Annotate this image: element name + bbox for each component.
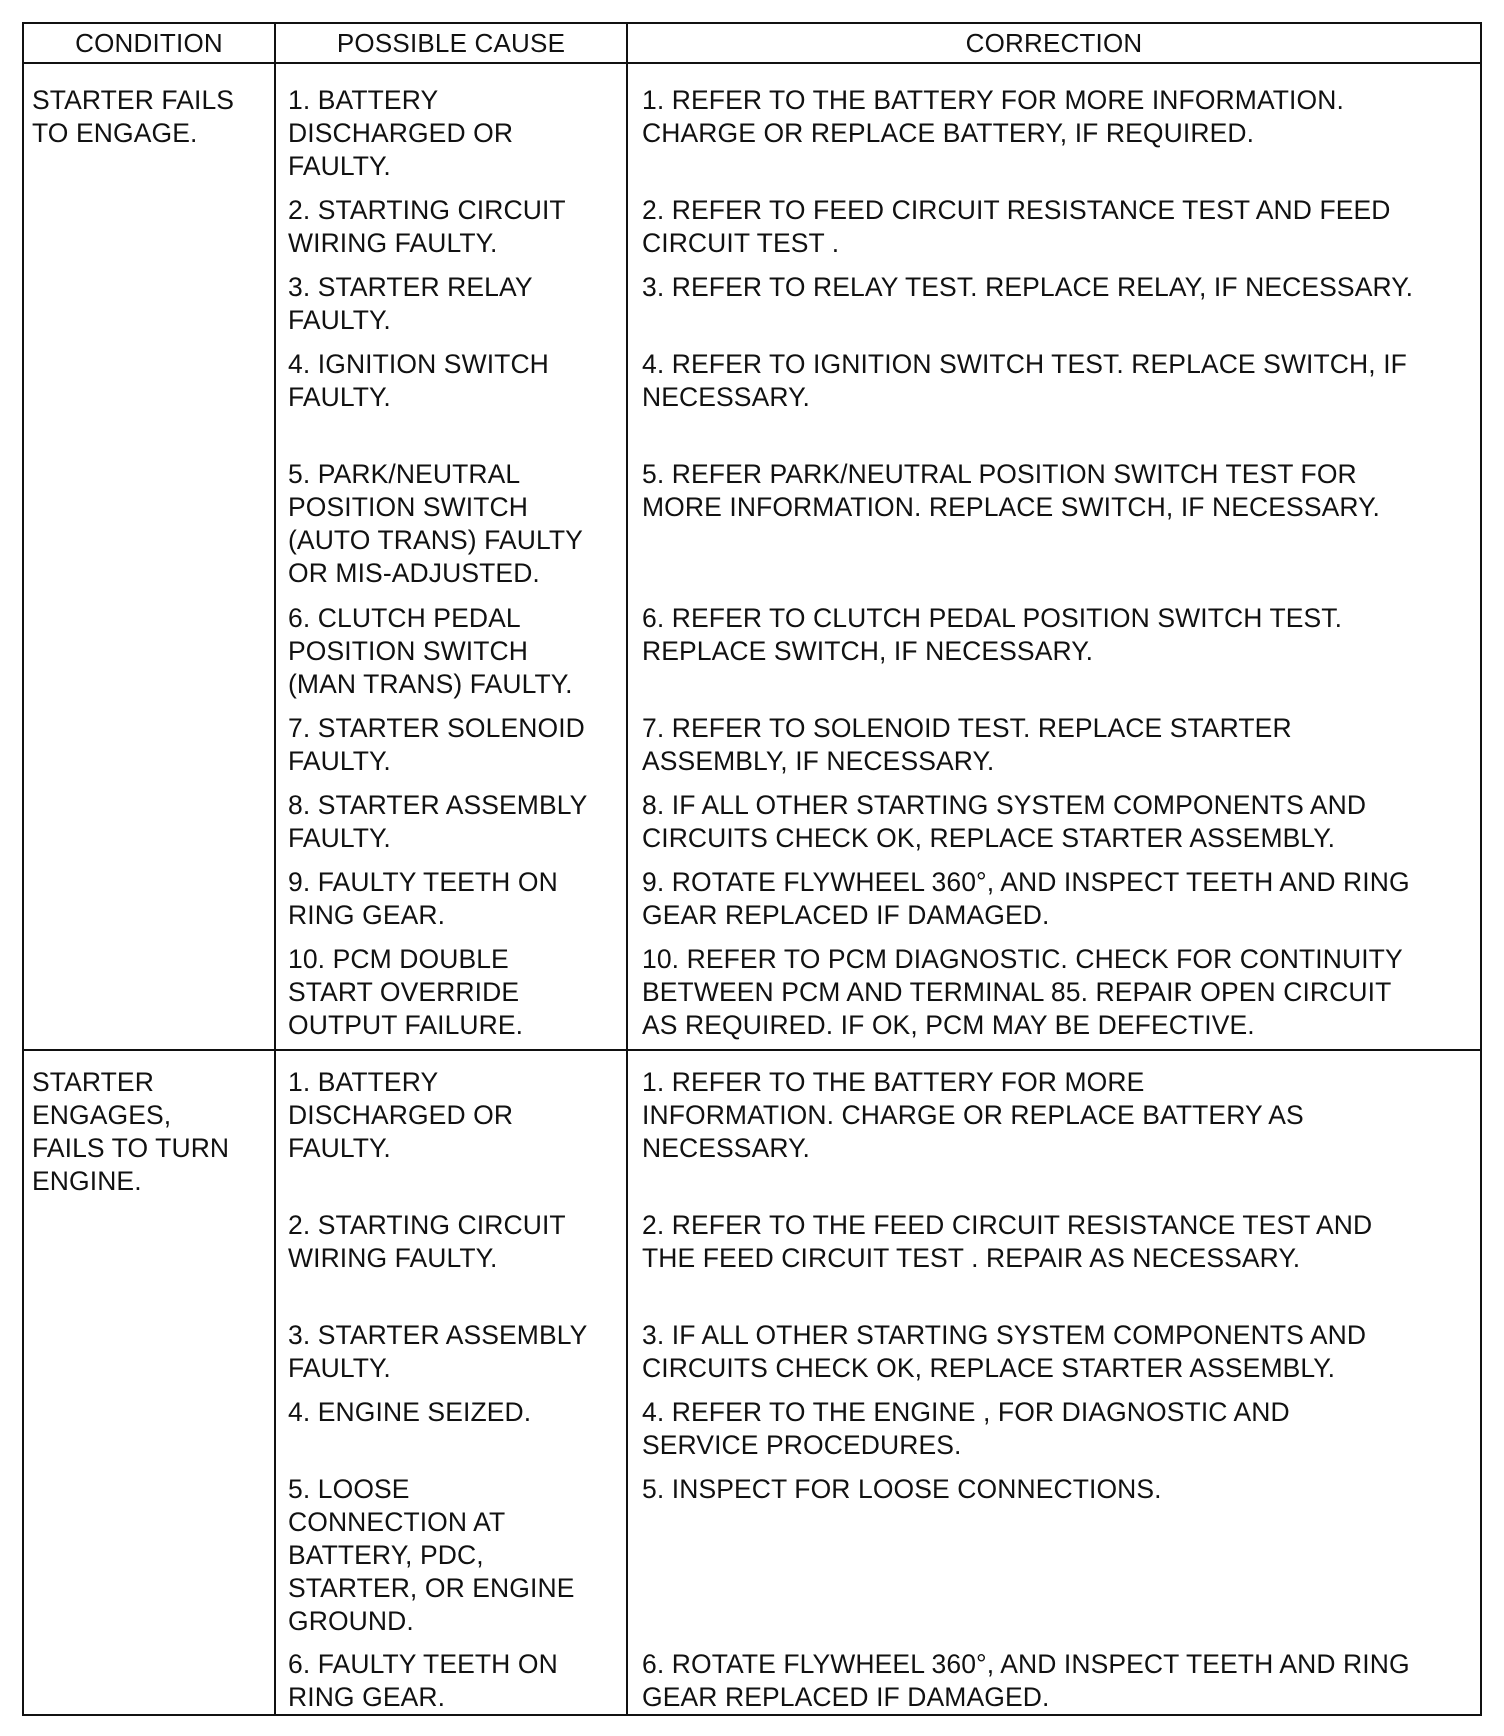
- cause-cell: 7. STARTER SOLENOID FAULTY.: [288, 713, 585, 776]
- cause-cell: 1. BATTERY DISCHARGED OR FAULTY.: [288, 1067, 514, 1163]
- cause-cell: 4. IGNITION SWITCH FAULTY.: [288, 349, 549, 412]
- correction-cell: 2. REFER TO FEED CIRCUIT RESISTANCE TEST AND FEED CIRCUIT TEST .: [642, 195, 1391, 258]
- condition-cell: STARTER FAILS TO ENGAGE.: [32, 85, 235, 148]
- correction-cell: 3. REFER TO RELAY TEST. REPLACE RELAY, IF NECESSARY.: [642, 272, 1414, 302]
- header-possible-cause: POSSIBLE CAUSE: [336, 28, 566, 58]
- cause-cell: 3. STARTER RELAY FAULTY.: [288, 272, 533, 335]
- cause-cell: 6. CLUTCH PEDAL POSITION SWITCH (MAN TRANS) FAULTY.: [288, 603, 573, 699]
- cause-cell: 1. BATTERY DISCHARGED OR FAULTY.: [288, 85, 514, 181]
- correction-cell: 4. REFER TO IGNITION SWITCH TEST. REPLACE SWITCH, IF NECESSARY.: [642, 349, 1407, 412]
- correction-cell: 1. REFER TO THE BATTERY FOR MORE INFORMATION. CHARGE OR REPLACE BATTERY AS NECESSARY.: [642, 1067, 1304, 1163]
- cause-cell: 2. STARTING CIRCUIT WIRING FAULTY.: [288, 195, 566, 258]
- cause-cell: 8. STARTER ASSEMBLY FAULTY.: [288, 790, 588, 853]
- correction-cell: 3. IF ALL OTHER STARTING SYSTEM COMPONENTS AND CIRCUITS CHECK OK, REPLACE STARTER ASSEMBLY.: [642, 1320, 1367, 1383]
- header-correction: CORRECTION: [965, 28, 1143, 58]
- header-condition: CONDITION: [75, 28, 223, 58]
- column-divider: [626, 24, 628, 1714]
- cause-cell: 5. PARK/NEUTRAL POSITION SWITCH (AUTO TRANS) FAULTY OR MIS-ADJUSTED.: [288, 459, 583, 588]
- condition-cell: STARTER ENGAGES, FAILS TO TURN ENGINE.: [32, 1067, 230, 1196]
- correction-cell: 6. ROTATE FLYWHEEL 360°, AND INSPECT TEETH AND RING GEAR REPLACED IF DAMAGED.: [642, 1649, 1410, 1712]
- header-divider: [24, 62, 1480, 64]
- cause-cell: 10. PCM DOUBLE START OVERRIDE OUTPUT FAILURE.: [288, 944, 524, 1040]
- correction-cell: 4. REFER TO THE ENGINE , FOR DIAGNOSTIC AND SERVICE PROCEDURES.: [642, 1397, 1290, 1460]
- cause-cell: 9. FAULTY TEETH ON RING GEAR.: [288, 867, 558, 930]
- correction-cell: 1. REFER TO THE BATTERY FOR MORE INFORMATION. CHARGE OR REPLACE BATTERY, IF REQUIRED.: [642, 85, 1344, 148]
- cause-cell: 2. STARTING CIRCUIT WIRING FAULTY.: [288, 1210, 566, 1273]
- correction-cell: 8. IF ALL OTHER STARTING SYSTEM COMPONENTS AND CIRCUITS CHECK OK, REPLACE STARTER ASSEMBLY.: [642, 790, 1367, 853]
- cause-cell: 6. FAULTY TEETH ON RING GEAR.: [288, 1649, 558, 1712]
- cause-cell: 5. LOOSE CONNECTION AT BATTERY, PDC, STARTER, OR ENGINE GROUND.: [288, 1474, 575, 1636]
- cause-cell: 4. ENGINE SEIZED.: [288, 1397, 532, 1427]
- correction-cell: 2. REFER TO THE FEED CIRCUIT RESISTANCE TEST AND THE FEED CIRCUIT TEST . REPAIR AS NECESSARY.: [642, 1210, 1373, 1273]
- correction-cell: 9. ROTATE FLYWHEEL 360°, AND INSPECT TEETH AND RING GEAR REPLACED IF DAMAGED.: [642, 867, 1410, 930]
- column-divider: [274, 24, 276, 1714]
- correction-cell: 6. REFER TO CLUTCH PEDAL POSITION SWITCH TEST. REPLACE SWITCH, IF NECESSARY.: [642, 603, 1343, 666]
- correction-cell: 10. REFER TO PCM DIAGNOSTIC. CHECK FOR CONTINUITY BETWEEN PCM AND TERMINAL 85. REPAIR OPEN CIRCUIT AS REQUIRED. IF OK, PCM MAY BE DEFECTIVE.: [642, 944, 1403, 1040]
- section-divider: [24, 1049, 1480, 1051]
- diagnosis-table: [22, 22, 1482, 1716]
- correction-cell: 5. INSPECT FOR LOOSE CONNECTIONS.: [642, 1474, 1162, 1504]
- correction-cell: 5. REFER PARK/NEUTRAL POSITION SWITCH TEST FOR MORE INFORMATION. REPLACE SWITCH, IF NECESSARY.: [642, 459, 1380, 522]
- cause-cell: 3. STARTER ASSEMBLY FAULTY.: [288, 1320, 588, 1383]
- correction-cell: 7. REFER TO SOLENOID TEST. REPLACE STARTER ASSEMBLY, IF NECESSARY.: [642, 713, 1292, 776]
